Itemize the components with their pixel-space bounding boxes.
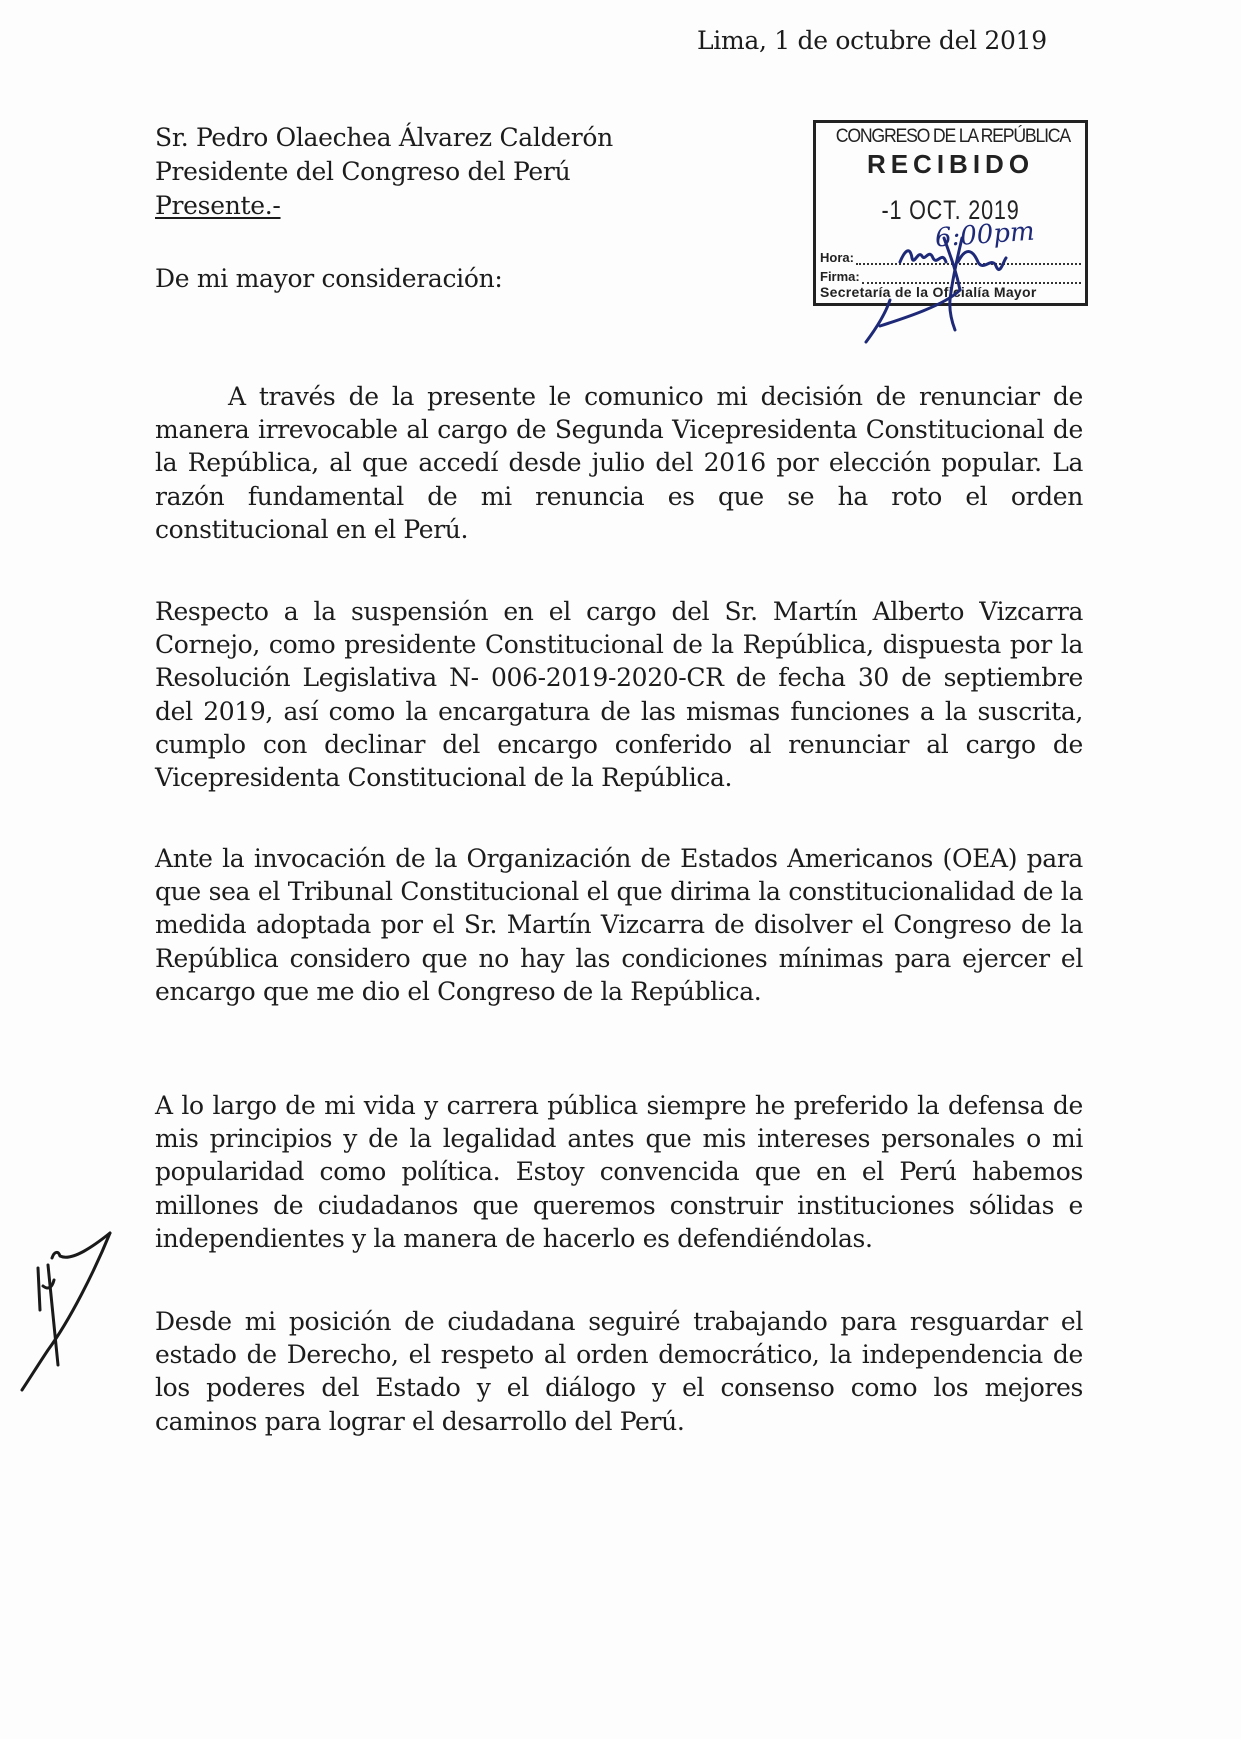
paragraph-principles: A lo largo de mi vida y carrera pública siempre he preferido la defensa de mis principios y de la legalidad antes que mis intereses personales o mi popularidad como política. Estoy convencida que en el Perú habemos millones de ciudadanos que queremos construir instituciones sólidas e independientes y la manera de hacerlo es defendiéndolas. [155, 1091, 1083, 1253]
stamp-date: ‑1 OCT. 2019 [881, 195, 1020, 225]
addressee-title: Presidente del Congreso del Perú [155, 157, 571, 186]
addressee-name: Sr. Pedro Olaechea Álvarez Calderón [155, 123, 613, 152]
paragraph-suspension: Respecto a la suspensión en el cargo del Sr. Martín Alberto Vizcarra Cornejo, como presidente Constitucional de la República, dispuesta por la Resolución Legislativa N- 006-2019-2020-CR de fecha 30 de septiembre del 2019, así como la encargatura de las mismas funciones a la suscrita, cumplo con declinar del encargo conferido al renunciar al cargo de Vicepresidenta Constitucional de la República. [155, 597, 1083, 793]
stamp-office: Secretaría de la Oficialía Mayor [820, 284, 1037, 300]
stamp-firma-label: Firma: [820, 269, 860, 284]
paragraph-resignation: A través de la presente le comunico mi decisión de renunciar de manera irrevocable al cargo de Segunda Vicepresidenta Constitucional de la República, al que accedí desde julio del 2016 por elección popular. La razón fundamental de mi renuncia es que se ha roto el orden constitucional en el Perú. [155, 382, 1083, 544]
addressee-presente: Presente.- [155, 191, 281, 220]
stamp-organization: CONGRESO DE LA REPÚBLICA [835, 126, 1070, 147]
stamp-status: RECIBIDO [866, 149, 1035, 179]
salutation: De mi mayor consideración: [155, 264, 503, 293]
paragraph-oea: Ante la invocación de la Organización de Estados Americanos (OEA) para que sea el Tribunal Constitucional el que dirima la constitucionalidad de la medida adoptada por el Sr. Martín Vizcarra de disolver el Congreso de la República considero que no hay las condiciones mínimas para ejercer el encargo que me dio el Congreso de la República. [155, 844, 1083, 1006]
place-date: Lima, 1 de octubre del 2019 [697, 26, 1047, 55]
stamp-hora-value: 6:00pm [934, 216, 1036, 254]
stamp-hora-label: Hora: [820, 250, 854, 265]
paragraph-closing: Desde mi posición de ciudadana seguiré trabajando para resguardar el estado de Derecho, el respeto al orden democrático, la independencia de los poderes del Estado y el diálogo y el consenso como los mejores caminos para lograr el desarrollo del Perú. [155, 1307, 1083, 1436]
